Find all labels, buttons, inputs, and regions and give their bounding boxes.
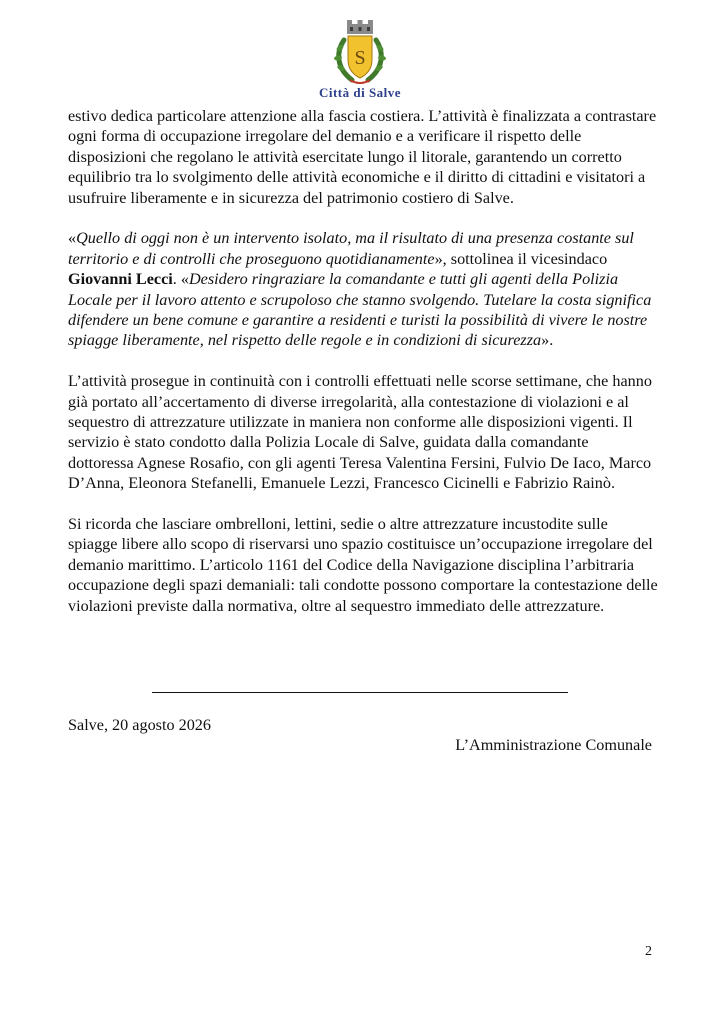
place-date: Salve, 20 agosto 2026 xyxy=(68,716,211,734)
paragraph-4: Si ricorda che lasciare ombrelloni, lettini, sedie o altre attrezzature incustodite sulle spiagge libere allo scopo di riservarsi uno spazio costituisce un’occupazione irregolare del demanio marittimo. L’articolo 1161 del Codice della Navigazione disciplina l’arbitraria occupazione degli spazi demaniali: tali condotte possono comportare la contestazione delle violazioni previste dalla normativa, oltre al sequestro immediato delle attrezzature. xyxy=(68,515,658,615)
municipal-crest-icon xyxy=(330,18,390,88)
quote-end: ». xyxy=(541,331,554,350)
letterhead xyxy=(0,18,720,101)
separator-line xyxy=(152,692,568,693)
speaker-name: Giovanni Lecci xyxy=(68,270,173,289)
city-name: Città di Salve xyxy=(318,85,402,100)
quote-2: Desidero ringraziare la comandante e tutti gli agenti della Polizia Locale per il lavoro attento e scrupoloso che stanno svolgendo. Tutelare la costa significa difendere un bene comune e garantire a residenti e turisti la possibilità di vivere le nostre spiagge liberamente, nel rispetto delle regole e in condizioni di sicurezza xyxy=(68,270,652,350)
signature: L’Amministrazione Comunale xyxy=(455,736,652,754)
quote-1: Quello di oggi non è un intervento isolato, ma il risultato di una presenza costante sul territorio e di controlli che proseguono quotidianamente xyxy=(68,229,634,268)
quote-attribution: », sottolinea il vicesindaco xyxy=(434,249,608,268)
page-number: 2 xyxy=(645,944,652,959)
paragraph-2 xyxy=(68,228,658,350)
quote-separator: . « xyxy=(172,270,189,289)
crest-letter: S xyxy=(354,47,366,69)
quote-open: « xyxy=(68,229,77,248)
paragraph-3: L’attività prosegue in continuità con i controlli effettuati nelle scorse settimane, che hanno già portato all’accertamento di diverse irregolarità, alla contestazione di violazioni e al sequestro di attrezzature utilizzate in maniera non conforme alle disposizioni vigenti. Il servizio è stato condotto dalla Polizia Locale di Salve, guidata dalla comandante dottoressa Agnese Rosafio, con gli agenti Teresa Valentina Fersini, Fulvio De Iaco, Marco D’Anna, Eleonora Stefanelli, Emanuele Lezzi, Francesco Cicinelli e Fabrizio Rainò. xyxy=(68,372,652,493)
document-body xyxy=(68,106,658,637)
paragraph-1: estivo dedica particolare attenzione alla fascia costiera. L’attività è finalizzata a contrastare ogni forma di occupazione irregolare del demanio e a verificare il rispetto delle disposizioni che regolano le attività esercitate lungo il litorale, garantendo un corretto equilibrio tra lo svolgimento delle attività economiche e il diritto di cittadini e visitatori a usufruire liberamente e in sicurezza del patrimonio costiero di Salve. xyxy=(68,107,657,207)
